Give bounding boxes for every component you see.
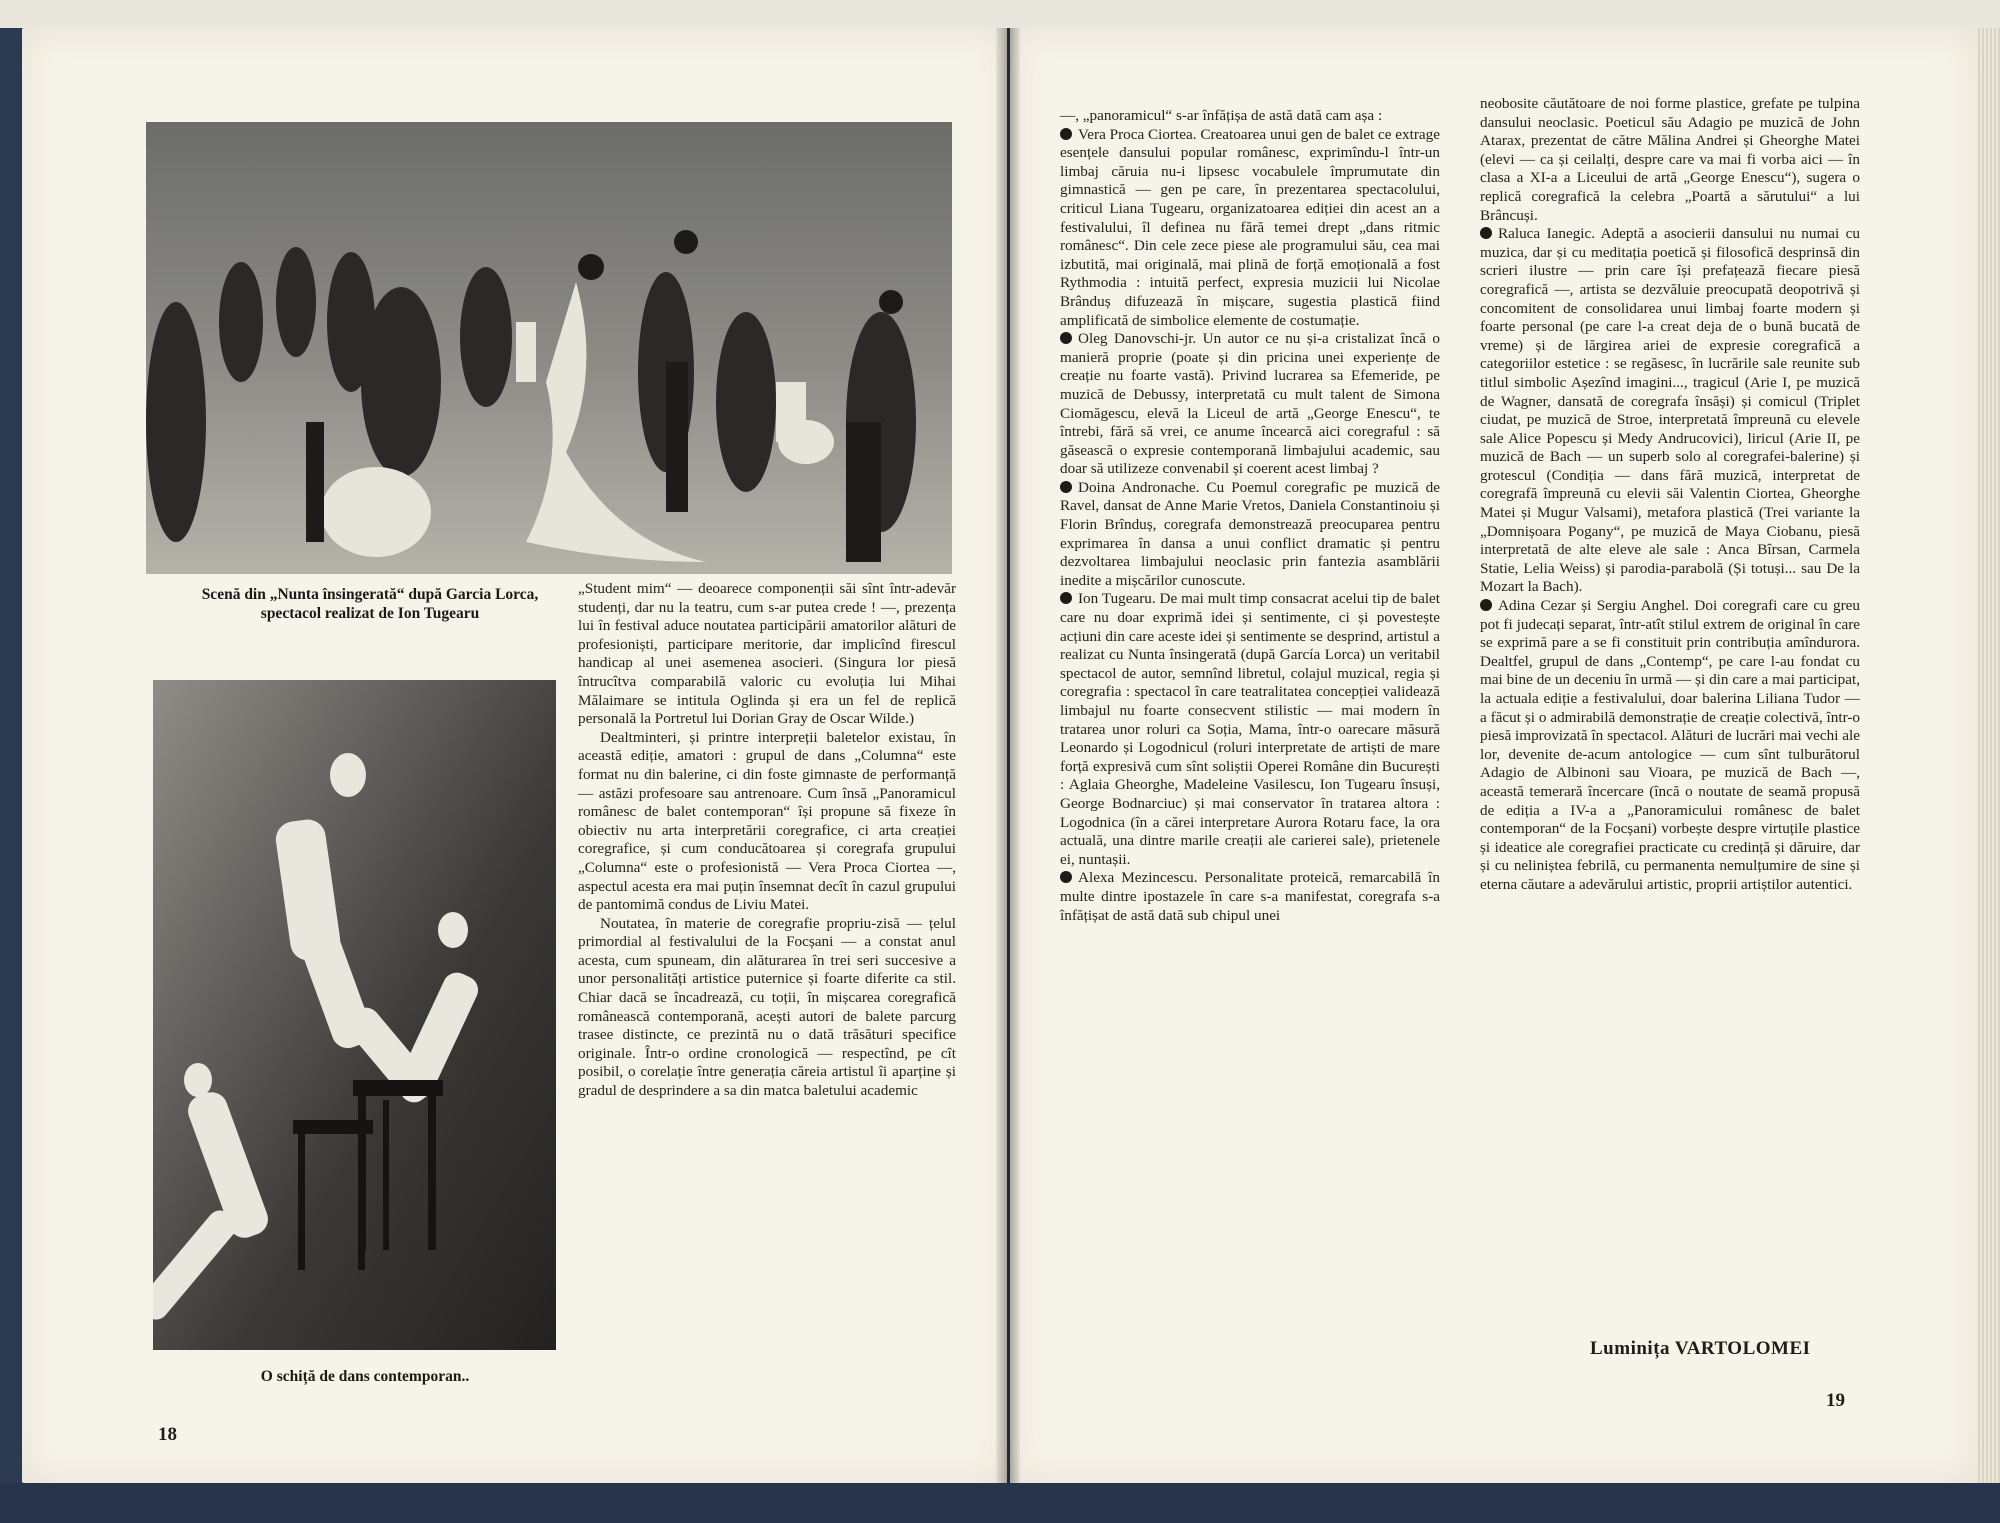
bullet-icon — [1060, 871, 1072, 883]
right-paragraph: Adina Cezar și Sergiu Anghel. Doi coregrafi care cu greu pot fi judecați separat, într-atît stilul extrem de original în care se exprimă pare a se fi constituit prin contribuția amîndurora. Dealtfel, grupul de dans „Contemp“, pe care l-au fondat cu mai bine de un deceniu în urmă — și din care a mai participat, la actuala ediție a festivalului, doar balerina Liliana Tudor — a făcut și o admirabilă demonstrație de creație colectivă, într-o piesă improvizată în spectacol. Alături de lucrări mai vechi ale lor, devenite de-acum antologice — cum sînt tulburătorul Adagio de Albinoni sau Vioara, pe muzică de Bach —, această temerară încercare (încă o noutate de seamă propusă de ediția a IV-a a „Panoramicului românesc de balet contemporan“ de la Focșani) vorbește despre virtuțile plastice și ideatice ale coregrafiei practicate cu credință și dăruire, dar și cu neliniștea febrilă, cu permanenta nemulțumire de sine și eterna căutare a adevărului artistic, proprii artiștilor autentici. — [1480, 597, 1860, 893]
left-text-column — [578, 580, 956, 1101]
top-strip — [0, 0, 2000, 28]
right-paragraph: Vera Proca Ciortea. Creatoarea unui gen de balet ce extrage esențele dansului popular românesc, exprimîndu-l într-un limbaj căruia nu-i lipsesc vocabulele împrumutate din gimnastică — gen pe care, în prezentarea spectacolului, criticul Liana Tugearu, organizatoarea ediției din acest an a festivalului, îl definea nu fără temei drept „dans ritmic românesc“. Din cele zece piese ale programului său, cea mai izbutită, mai originală, mai plină de forță emoțională a fost Rythmodia : intuită perfect, expresia muzicii lui Nicolae Brânduș difuzează în mișcare, sugestia plastică fiind amplificată de simbolice elemente de costumație. — [1060, 125, 1440, 329]
left-paragraph: Dealtminteri, și printre interpreții baletelor existau, în această ediție, amatori : grupul de dans „Columna“ este format nu din balerine, ci din foste gimnaste de performanță — astăzi profesoare sau antrenoare. Cum însă „Panoramicul românesc de balet contemporan“ își propune să fixeze în obiectiv nu arta interpretării coregrafice, ci arta creației coregrafice, și cum conducătoarea și coregrafa grupului „Columna“ este o profesionistă — Vera Proca Ciortea —, aspectul acesta era mai puțin însemnat decît în cazul grupului de pantomimă condus de Liviu Matei. — [578, 728, 956, 914]
bullet-icon — [1060, 128, 1072, 140]
right-paragraph: Alexa Mezincescu. Personalitate proteică, remarcabilă în multe dintre ipostazele în care s-a manifestat, coregrafa s-a înfățișat de astă dată sub chipul unei — [1060, 869, 1440, 924]
left-paragraph: „Student mim“ — deoarece componenții săi sînt într-adevăr studenți, dar nu la teatru, cum s-ar putea crede ! —, prezența lui în festival aduce noutatea participării amatorilor alături de profesioniști, participare meritorie, dar implicînd firescul handicap al unei asemenea asocieri. (Singura lor piesă întrucîtva comparabilă valoric cu evoluția lui Mihai Mălaimare se intitula Oglinda și era un fel de replică personală la Portretul lui Dorian Gray de Oscar Wilde.) — [578, 580, 956, 728]
right-paragraph: Oleg Danovschi-jr. Un autor ce nu și-a cristalizat încă o manieră proprie (poate și din pricina unei experiențe de creație nu foarte vastă). Privind lucrarea sa Efemeride, pe muzică de Debussy, interpretată cu mult talent de Simona Ciomăgescu, elevă la Liceul de artă „George Enescu“, te întrebi, fără să vrei, ce anume încearcă aici coregraful : să găsească o expresie contemporană limbajului academic, sau doar să utilizeze convenabil și coerent acest limbaj ? — [1060, 330, 1440, 478]
book-gutter — [996, 28, 1020, 1483]
right-paragraph: Doina Andronache. Cu Poemul coregrafic pe muzică de Ravel, dansat de Anne Marie Vretos, Daniela Constantinoiu și Florin Brînduș, coregrafa demonstrează preocuparea pentru exprimarea în dansa a unui conflict dramatic și pentru dezvoltarea limbajului neoclasic prin fantezia asamblării inedite a mișcărilor cunoscute. — [1060, 478, 1440, 589]
right-paragraph: Raluca Ianegic. Adeptă a asocierii dansului nu numai cu muzica, dar și cu meditația poetică și filosofică desprinsă din scrieri ilustre — prin care își prefațează fiecare piesă coregrafică —, artista se dezvăluie preocupată deopotrivă și concomitent de consolidarea unui limbaj foarte modern și foarte personal (pe care l-a creat deja de o bună bucată de vreme) și de lărgirea ariei de expresie coregrafică a categoriilor estetice : se regăsesc, în lucrările sale reunite sub titlul simbolic Așezînd imagini..., tragicul (Arie I, pe muzică de Wagner, dansată de coregrafa însăși) și comicul (Triplet ciudat, pe muzică de Stroe, interpretată împreună cu elevele sale Alice Popescu și Medy Andrucovici), liricul (Arie II, pe muzică de Bach — un superb solo al coregrafei-balerine) și grotescul (Condiția — dans fără muzică, interpretat de coregrafă împreună cu elevii săi Valentin Ciortea, Gheorghe Matei și Mugur Valsami), metafora plastică (Trei variante la „Domnișoara Pogany“, pe muzică de Maya Ciobanu, piesă interpretată de alte eleve ale sale : Anca Bîrsan, Carmela Statie, Lelia Weiss) și parodia-parabolă (Și totuși... sau De la Mozart la Bach). — [1480, 225, 1860, 596]
bullet-icon — [1060, 332, 1072, 344]
photo1-caption: Scenă din „Nunta însingerată“ după Garcia Lorca, spectacol realizat de Ion Tugearu — [201, 586, 539, 622]
right-text-column-2 — [1480, 95, 1860, 895]
bullet-icon — [1060, 481, 1072, 493]
page-number-right: 19 — [1826, 1390, 1845, 1411]
photo-contemporary-dance — [153, 680, 556, 1350]
bullet-icon — [1060, 592, 1072, 604]
bullet-icon — [1480, 599, 1492, 611]
photo2-caption: O schiță de dans contemporan.. — [260, 1368, 470, 1385]
bullet-icon — [1480, 227, 1492, 239]
right-paragraph: Ion Tugearu. De mai mult timp consacrat acelui tip de balet care nu doar exprimă idei și sentimente, ci și povestește acțiuni din care aceste idei și sentimente se desprind, artistul a realizat cu Nunta însingerată (după García Lorca) un veritabil spectacol de autor, semnînd libretul, colajul muzical, regia și coregrafia : spectacol în care teatralitatea concepției validează limbajul nu foarte consecvent stilistic — mai modern în tratarea unor roluri ca Soția, Mama, într-o oarecare măsură Leonardo și Logodnicul (roluri interpretate de artiști de mare forță expresivă cum sînt soliștii Operei Române din București : Aglaia Gheorghe, Madeleine Vasilescu, Ion Tugearu însuși, George Bodnarciuc) și mai conservator în tratarea altora : Logodnica (în a cărei interpretare Aurora Rotaru face, la ora actuală, una dintre marile creații ale carierei sale), prietenele ei, nuntașii. — [1060, 590, 1440, 868]
right-paragraph: —, „panoramicul“ s-ar înfățișa de astă dată cam așa : — [1060, 107, 1383, 124]
photo-ballet-scene — [146, 122, 952, 574]
bottom-background — [0, 1483, 2000, 1523]
right-paragraph: neobosite căutătoare de noi forme plastice, grefate pe tulpina dansului neoclasic. Poeticul său Adagio pe muzică de John Atarax, prezentat de către Mălina Andrei și Gheorghe Matei (elevi — ca și ceilalți, despre care va mai fi vorba aici — în clasa a XI-a a Liceului de artă „George Enescu“), sugera o replică coregrafică la celebra „Poartă a sărutului“ a lui Brâncuși. — [1480, 95, 1860, 224]
right-text-column-1 — [1060, 107, 1440, 925]
page-edge — [1978, 28, 2000, 1488]
author-signature: Luminița VARTOLOMEI — [1590, 1338, 1811, 1359]
left-paragraph: Noutatea, în materie de coregrafie propriu-zisă — țelul primordial al festivalului de la Focșani — a constat anul acesta, cum spuneam, din alăturarea în trei seri succesive a unor personalități artistice puternice și foarte diferite ca stil. Chiar dacă se încadrează, cu toții, în mișcarea coregrafică românească contemporană, acești autori de balete parcurg trasee distincte, ce prezintă nu o dată trăsături specifice originale. Într-o ordine cronologică — respectînd, pe cît posibil, o corelație între generația căreia artistul îi aparține și gradul de desprindere a sa din matca baletului academic — [578, 914, 956, 1100]
page-number-left: 18 — [158, 1424, 177, 1445]
